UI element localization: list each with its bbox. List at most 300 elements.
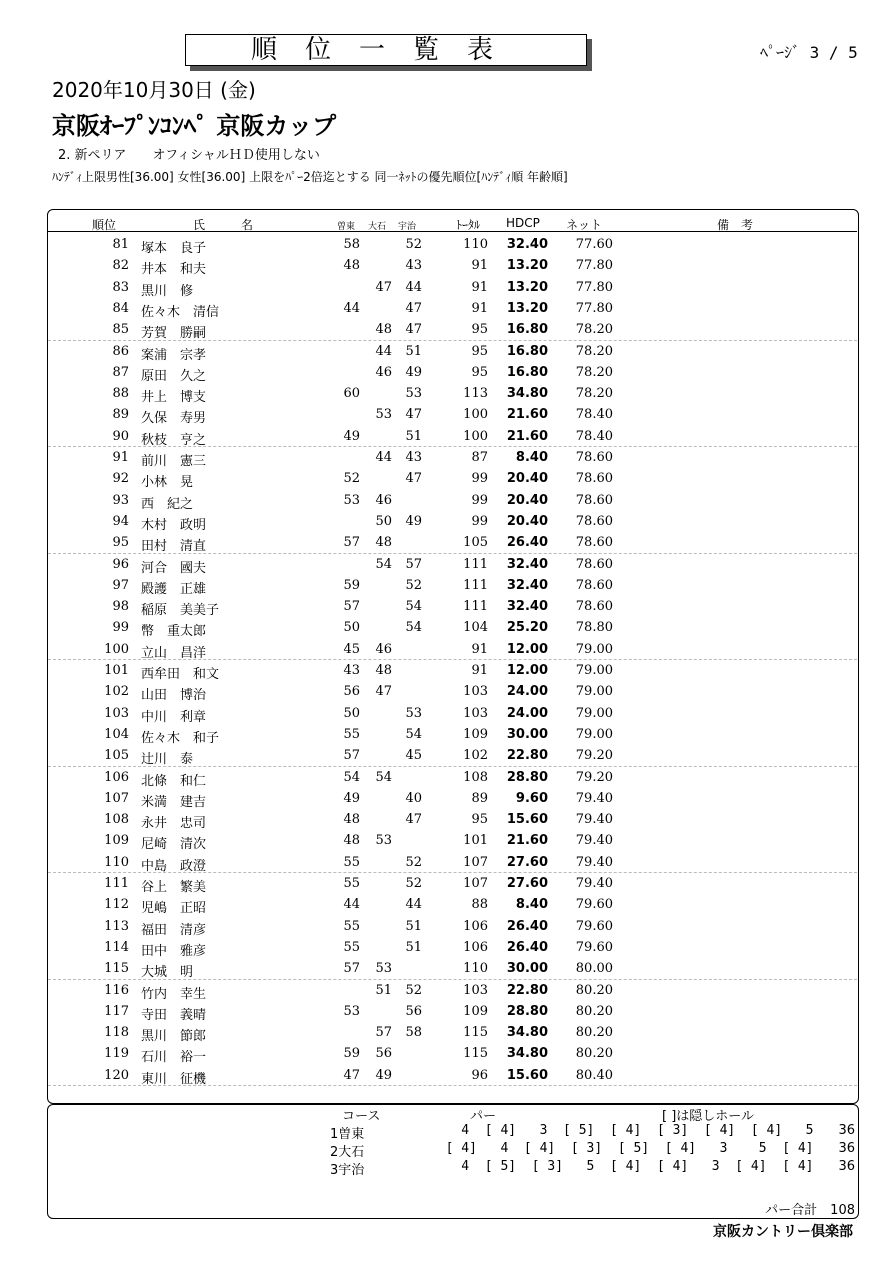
name-cell: 中川 利章	[141, 709, 207, 725]
name-cell: 黒川 修	[141, 283, 194, 299]
header-divider	[48, 231, 857, 232]
hdcp-cell: 21.60	[506, 428, 548, 444]
table-row	[48, 575, 857, 596]
total-cell: 87	[471, 450, 488, 465]
name-cell: 塚本 良子	[141, 241, 207, 256]
hdcp-cell: 20.40	[506, 492, 548, 508]
net-cell: 78.40	[575, 428, 613, 444]
course-holes: 4 [ 5] [ 3] 5 [ 4] [ 4] 3 [ 4] [ 4]	[430, 1159, 814, 1174]
rank-cell: 98	[112, 599, 129, 615]
hdcp-cell: 26.40	[506, 939, 548, 955]
hidden-hole-legend: [ ]は隠しホール	[662, 1109, 755, 1124]
total-cell: 88	[471, 897, 488, 913]
course2-score: 47	[375, 684, 392, 700]
table-row	[48, 362, 857, 383]
hdcp-cell: 20.40	[506, 471, 548, 487]
course1-score: 57	[343, 961, 360, 977]
course1-score: 59	[343, 577, 360, 593]
hdcp-cell: 30.00	[506, 726, 548, 742]
course-total: 36	[838, 1141, 855, 1156]
rank-cell: 94	[112, 513, 129, 529]
handicap-note: ﾊﾝﾃﾞｨ上限男性[36.00] 女性[36.00] 上限をﾊﾟｰ2倍迄とする 同一ﾈｯﾄの優先順位[ﾊﾝﾃﾞｨ順 年齢順]	[52, 170, 568, 184]
table-row	[48, 404, 857, 425]
name-cell: 寺田 義晴	[141, 1007, 207, 1023]
hdcp-cell: 28.80	[506, 1003, 548, 1019]
net-cell: 80.20	[575, 1003, 613, 1019]
total-cell: 115	[463, 1025, 488, 1041]
course1-score: 50	[343, 620, 360, 636]
group-separator	[48, 1085, 857, 1086]
course1-score: 57	[343, 599, 360, 615]
hdcp-cell: 34.80	[506, 386, 548, 402]
table-row	[48, 426, 857, 447]
table-row	[48, 554, 857, 575]
hdcp-cell: 26.40	[506, 918, 548, 934]
table-row	[48, 873, 857, 894]
course-header: コース	[342, 1109, 381, 1124]
total-cell: 91	[471, 663, 488, 678]
table-row	[48, 383, 857, 404]
course1-score: 60	[343, 386, 360, 402]
course2-score: 50	[375, 513, 392, 529]
page-title: 順位一覧表	[185, 34, 587, 66]
hdcp-cell: 27.60	[506, 854, 548, 870]
name-cell: 田村 清直	[141, 539, 207, 555]
rank-cell: 120	[104, 1067, 129, 1083]
course3-score: 53	[405, 705, 422, 721]
course-row	[330, 1123, 855, 1141]
total-cell: 106	[463, 939, 488, 955]
net-cell: 79.40	[575, 833, 613, 849]
rank-cell: 87	[112, 364, 129, 380]
net-cell: 80.40	[575, 1067, 613, 1083]
course2-score: 57	[375, 1025, 392, 1041]
course1-score: 54	[343, 769, 360, 785]
net-cell: 78.60	[575, 513, 613, 529]
course1-score: 58	[343, 237, 360, 252]
name-cell: 佐々木 和子	[141, 730, 220, 746]
course2-score: 51	[375, 982, 392, 998]
header-course2: 大石	[368, 222, 387, 232]
rank-cell: 89	[112, 407, 129, 423]
course3-score: 49	[405, 364, 422, 380]
course3-score: 44	[405, 897, 422, 913]
net-cell: 78.60	[575, 599, 613, 615]
total-cell: 91	[471, 300, 488, 316]
total-cell: 111	[463, 577, 488, 593]
course3-score: 57	[405, 556, 422, 572]
rank-cell: 111	[104, 876, 129, 891]
course-name: 3宇治	[330, 1163, 365, 1178]
header-total: ﾄｰﾀﾙ	[456, 218, 481, 232]
net-cell: 77.60	[575, 237, 613, 252]
course1-score: 55	[343, 876, 360, 891]
course2-score: 48	[375, 535, 392, 551]
course1-score: 48	[343, 258, 360, 274]
hdcp-cell: 8.40	[515, 450, 548, 465]
total-cell: 101	[463, 833, 488, 849]
header-course3: 宇治	[398, 222, 417, 232]
course1-score: 52	[343, 471, 360, 487]
course3-score: 49	[405, 513, 422, 529]
header-notes: 備 考	[717, 218, 754, 232]
name-cell: 原田 久之	[141, 368, 207, 384]
rank-cell: 112	[104, 897, 129, 913]
table-row	[48, 937, 857, 958]
course1-score: 59	[343, 1046, 360, 1062]
name-cell: 米満 建吉	[141, 794, 207, 810]
table-row	[48, 681, 857, 702]
total-cell: 99	[471, 492, 488, 508]
total-cell: 103	[463, 982, 488, 998]
rank-cell: 83	[112, 279, 129, 295]
course-name: 2大石	[330, 1145, 365, 1160]
course2-score: 54	[375, 769, 392, 785]
course3-score: 40	[405, 790, 422, 806]
rank-cell: 88	[112, 386, 129, 402]
course1-score: 56	[343, 684, 360, 700]
course2-score: 49	[375, 1067, 392, 1083]
name-cell: 稲原 美美子	[141, 603, 220, 619]
hdcp-cell: 16.80	[506, 364, 548, 380]
net-cell: 78.60	[575, 577, 613, 593]
course2-score: 56	[375, 1046, 392, 1062]
name-cell: 尼崎 清次	[141, 837, 207, 853]
total-cell: 108	[463, 769, 488, 785]
course3-score: 58	[405, 1025, 422, 1041]
net-cell: 78.20	[575, 364, 613, 380]
net-cell: 78.60	[575, 471, 613, 487]
rank-cell: 117	[104, 1003, 129, 1019]
table-row	[48, 703, 857, 724]
net-cell: 79.00	[575, 663, 613, 678]
course3-score: 51	[405, 918, 422, 934]
table-row	[48, 894, 857, 915]
net-cell: 79.60	[575, 918, 613, 934]
name-cell: 山田 博治	[141, 688, 207, 704]
header-course1: 曽東	[337, 222, 356, 232]
net-cell: 80.20	[575, 1046, 613, 1062]
total-cell: 111	[463, 556, 488, 572]
hdcp-cell: 20.40	[506, 513, 548, 529]
table-row	[48, 809, 857, 830]
net-cell: 78.40	[575, 407, 613, 423]
net-cell: 79.40	[575, 876, 613, 891]
total-cell: 104	[463, 620, 488, 636]
name-cell: 殿護 正雄	[141, 581, 207, 597]
table-row	[48, 916, 857, 937]
table-row	[48, 596, 857, 617]
course1-score: 48	[343, 812, 360, 828]
net-cell: 79.20	[575, 748, 613, 764]
table-row	[48, 341, 857, 362]
name-cell: 永井 忠司	[141, 816, 207, 832]
course3-score: 44	[405, 279, 422, 295]
total-cell: 91	[471, 641, 488, 657]
total-cell: 100	[463, 407, 488, 423]
page-number: ﾍﾟｰｼﾞ 3 / 5	[760, 43, 858, 62]
net-cell: 79.40	[575, 854, 613, 870]
hdcp-cell: 12.00	[506, 641, 548, 657]
name-cell: 石川 裕一	[141, 1050, 207, 1066]
net-cell: 78.20	[575, 343, 613, 359]
net-cell: 79.60	[575, 939, 613, 955]
course3-score: 47	[405, 300, 422, 316]
total-cell: 111	[463, 599, 488, 615]
course2-score: 46	[375, 492, 392, 508]
net-cell: 77.80	[575, 279, 613, 295]
par-total: パー合計 108	[765, 1203, 855, 1218]
course1-score: 55	[343, 939, 360, 955]
course3-score: 47	[405, 322, 422, 338]
header-net: ネット	[566, 218, 603, 232]
net-cell: 77.80	[575, 300, 613, 316]
net-cell: 78.60	[575, 492, 613, 508]
course1-score: 53	[343, 1003, 360, 1019]
rank-cell: 109	[104, 833, 129, 849]
hdcp-cell: 32.40	[506, 577, 548, 593]
course1-score: 55	[343, 854, 360, 870]
total-cell: 109	[463, 1003, 488, 1019]
name-cell: 河合 國夫	[141, 560, 207, 576]
table-row	[48, 234, 857, 255]
net-cell: 78.80	[575, 620, 613, 636]
net-cell: 78.60	[575, 535, 613, 551]
net-cell: 79.00	[575, 641, 613, 657]
table-row	[48, 1001, 857, 1022]
course1-score: 48	[343, 833, 360, 849]
rank-cell: 113	[104, 918, 129, 934]
rank-cell: 106	[104, 769, 129, 785]
course2-score: 48	[375, 663, 392, 678]
rank-cell: 96	[112, 556, 129, 572]
course2-score: 44	[375, 450, 392, 465]
course1-score: 55	[343, 726, 360, 742]
rank-cell: 107	[104, 790, 129, 806]
hdcp-cell: 28.80	[506, 769, 548, 785]
hdcp-cell: 21.60	[506, 407, 548, 423]
name-cell: 辻川 泰	[141, 752, 194, 768]
hdcp-cell: 25.20	[506, 620, 548, 636]
hdcp-cell: 13.20	[506, 258, 548, 274]
net-cell: 79.00	[575, 684, 613, 700]
net-cell: 78.60	[575, 556, 613, 572]
rank-cell: 119	[104, 1046, 129, 1062]
table-row	[48, 745, 857, 766]
net-cell: 80.20	[575, 982, 613, 998]
table-row	[48, 1065, 857, 1086]
course3-score: 52	[405, 854, 422, 870]
total-cell: 99	[471, 513, 488, 529]
rank-cell: 115	[104, 961, 129, 977]
total-cell: 91	[471, 258, 488, 274]
table-row	[48, 830, 857, 851]
rank-cell: 92	[112, 471, 129, 487]
table-row	[48, 639, 857, 660]
name-cell: 谷上 繁美	[141, 880, 207, 895]
club-name: 京阪カントリー倶楽部	[713, 1224, 853, 1240]
table-row	[48, 1022, 857, 1043]
hdcp-cell: 16.80	[506, 343, 548, 359]
course3-score: 43	[405, 450, 422, 465]
total-cell: 96	[471, 1067, 488, 1083]
hdcp-cell: 22.80	[506, 982, 548, 998]
hdcp-cell: 26.40	[506, 535, 548, 551]
name-cell: 東川 征機	[141, 1071, 207, 1087]
course3-score: 54	[405, 726, 422, 742]
name-cell: 立山 昌洋	[141, 645, 207, 661]
table-row	[48, 660, 857, 681]
rank-cell: 103	[104, 705, 129, 721]
total-cell: 107	[463, 854, 488, 870]
course1-score: 49	[343, 790, 360, 806]
table-row	[48, 490, 857, 511]
name-cell: 久保 寿男	[141, 411, 207, 427]
total-cell: 105	[463, 535, 488, 551]
total-cell: 110	[463, 237, 488, 252]
rank-cell: 97	[112, 577, 129, 593]
course1-score: 57	[343, 535, 360, 551]
header-rank: 順位	[92, 218, 117, 232]
name-cell: 幣 重太郎	[141, 624, 207, 640]
rank-cell: 108	[104, 812, 129, 828]
net-cell: 79.00	[575, 705, 613, 721]
course3-score: 53	[405, 386, 422, 402]
total-cell: 95	[471, 322, 488, 338]
course2-score: 46	[375, 641, 392, 657]
table-row	[48, 980, 857, 1001]
total-cell: 113	[463, 386, 488, 402]
table-row	[48, 319, 857, 340]
name-cell: 竹内 幸生	[141, 986, 207, 1002]
course-name: 1曽東	[330, 1127, 365, 1142]
net-cell: 80.20	[575, 1025, 613, 1041]
hdcp-cell: 32.40	[506, 599, 548, 615]
net-cell: 78.20	[575, 322, 613, 338]
header-hdcp: HDCP	[506, 216, 540, 230]
total-cell: 103	[463, 705, 488, 721]
rank-cell: 118	[104, 1025, 129, 1041]
name-cell: 井本 和夫	[141, 262, 207, 278]
header-name: 氏 名	[193, 218, 254, 232]
total-cell: 115	[463, 1046, 488, 1062]
table-row	[48, 767, 857, 788]
rank-cell: 84	[112, 300, 129, 316]
hdcp-cell: 8.40	[515, 897, 548, 913]
rank-cell: 91	[112, 450, 129, 465]
course1-score: 44	[343, 300, 360, 316]
hdcp-cell: 24.00	[506, 705, 548, 721]
table-row	[48, 532, 857, 553]
name-cell: 秋枝 亨之	[141, 432, 207, 448]
course-holes: [ 4] 4 [ 4] [ 3] [ 5] [ 4] 3 5 [ 4]	[430, 1141, 814, 1156]
rank-cell: 104	[104, 726, 129, 742]
total-cell: 95	[471, 343, 488, 359]
table-row	[48, 1043, 857, 1064]
total-cell: 99	[471, 471, 488, 487]
hdcp-cell: 22.80	[506, 748, 548, 764]
net-cell: 79.40	[575, 790, 613, 806]
course1-score: 43	[343, 663, 360, 678]
course1-score: 49	[343, 428, 360, 444]
table-row	[48, 298, 857, 319]
course3-score: 52	[405, 876, 422, 891]
name-cell: 児嶋 正昭	[141, 901, 207, 917]
table-row	[48, 447, 857, 468]
course3-score: 51	[405, 428, 422, 444]
hdcp-cell: 13.20	[506, 300, 548, 316]
course-holes: 4 [ 4] 3 [ 5] [ 4] [ 3] [ 4] [ 4] 5	[430, 1123, 814, 1138]
table-row	[48, 468, 857, 489]
table-row	[48, 724, 857, 745]
name-cell: 佐々木 清信	[141, 304, 220, 320]
course3-score: 54	[405, 620, 422, 636]
total-cell: 95	[471, 812, 488, 828]
course3-score: 47	[405, 407, 422, 423]
course3-score: 54	[405, 599, 422, 615]
table-row	[48, 852, 857, 873]
name-cell: 芳賀 勝嗣	[141, 326, 207, 342]
name-cell: 木村 政明	[141, 517, 207, 533]
net-cell: 80.00	[575, 961, 613, 977]
course1-score: 47	[343, 1067, 360, 1083]
net-cell: 79.00	[575, 726, 613, 742]
course-total: 36	[838, 1159, 855, 1174]
hdcp-cell: 32.40	[506, 237, 548, 252]
course-total: 36	[838, 1123, 855, 1138]
course2-score: 54	[375, 556, 392, 572]
course2-score: 44	[375, 343, 392, 359]
table-row	[48, 958, 857, 979]
course1-score: 45	[343, 641, 360, 657]
total-cell: 103	[463, 684, 488, 700]
name-cell: 北條 和仁	[141, 773, 207, 789]
rank-cell: 110	[104, 854, 129, 870]
name-cell: 田中 雅彦	[141, 943, 207, 959]
rank-cell: 114	[104, 939, 129, 955]
name-cell: 中島 政澄	[141, 858, 207, 874]
hdcp-cell: 34.80	[506, 1046, 548, 1062]
name-cell: 黒川 節郎	[141, 1029, 207, 1045]
hdcp-cell: 32.40	[506, 556, 548, 572]
course2-score: 53	[375, 961, 392, 977]
course2-score: 53	[375, 833, 392, 849]
table-row	[48, 617, 857, 638]
rank-cell: 102	[104, 684, 129, 700]
name-cell: 西牟田 和文	[141, 667, 220, 682]
net-cell: 79.20	[575, 769, 613, 785]
name-cell: 大城 明	[141, 965, 194, 981]
course3-score: 52	[405, 982, 422, 998]
course-row	[330, 1159, 855, 1177]
course3-score: 51	[405, 939, 422, 955]
course1-score: 57	[343, 748, 360, 764]
rank-cell: 116	[104, 982, 129, 998]
rank-cell: 85	[112, 322, 129, 338]
rank-cell: 86	[112, 343, 129, 359]
net-cell: 77.80	[575, 258, 613, 274]
name-cell: 案浦 宗孝	[141, 347, 207, 363]
hdcp-cell: 30.00	[506, 961, 548, 977]
course3-score: 45	[405, 748, 422, 764]
net-cell: 79.60	[575, 897, 613, 913]
net-cell: 78.60	[575, 450, 613, 465]
rank-cell: 101	[104, 663, 129, 678]
course3-score: 52	[405, 577, 422, 593]
total-cell: 106	[463, 918, 488, 934]
course3-score: 47	[405, 812, 422, 828]
table-row	[48, 255, 857, 276]
